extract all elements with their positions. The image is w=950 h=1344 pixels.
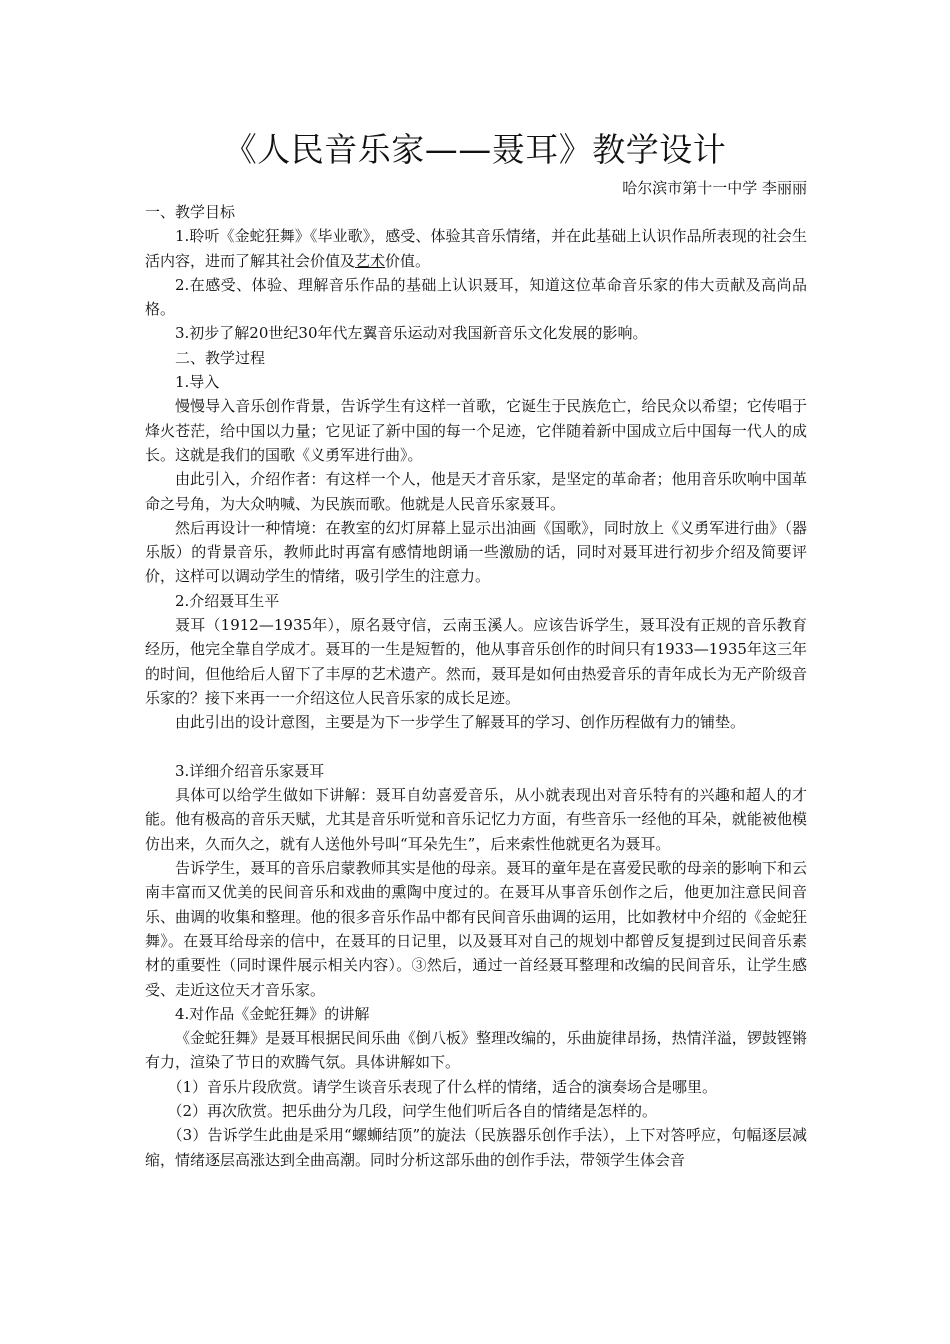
step-2-heading: 2.介绍聂耳生平 xyxy=(175,591,280,610)
document-title: 《人民音乐家——聂耳》教学设计 xyxy=(223,130,727,169)
step-3-paragraph-1: 具体可以给学生做如下讲解：聂耳自幼喜爱音乐，从小就表现出对音乐特有的兴趣和超人的才能。他有极高的音乐天赋，尤其是音乐听觉和音乐记忆力方面，有些音乐一经他的耳朵，就能被他模仿出来，久而久之，就有人送他外号叫“耳朵先生”，后来索性他就更名为聂耳。 xyxy=(145,786,807,853)
goal-3: 3.初步了解20世纪30年代左翼音乐运动对我国新音乐文化发展的影响。 xyxy=(175,324,648,343)
step-2-paragraph-2: 由此引出的设计意图，主要是为下一步学生了解聂耳的学习、创作历程做有力的铺垫。 xyxy=(175,713,746,732)
author-line: 哈尔滨市第十一中学 李丽丽 xyxy=(622,179,807,197)
goal-1-tail: 价值。 xyxy=(385,251,431,270)
document-body xyxy=(145,200,807,1172)
section-heading-goals: 一、教学目标 xyxy=(145,203,236,221)
section-heading-process: 二、教学过程 xyxy=(175,348,266,367)
step-3-heading: 3.详细介绍音乐家聂耳 xyxy=(175,761,325,780)
goal-1 xyxy=(145,224,807,273)
step-4-item-3: （3）告诉学生此曲是采用“螺蛳结顶”的旋法（民族器乐创作手法），上下对答呼应，句幅逐层减缩，情绪逐层高涨达到全曲高潮。同时分析这部乐曲的创作手法，带领学生体会音 xyxy=(145,1126,807,1169)
step-2-paragraph-1: 聂耳（1912—1935年），原名聂守信，云南玉溪人。应该告诉学生，聂耳没有正规的音乐教育经历，他完全靠自学成才。聂耳的一生是短暂的，他从事音乐创作的时间只有1933—1935年这三年的时间，但他给后人留下了丰厚的艺术遗产。然而，聂耳是如何由热爱音乐的青年成长为无产阶级音乐家的？接下来再一一介绍这位人民音乐家的成长足迹。 xyxy=(145,616,807,707)
step-4-paragraph-1: 《金蛇狂舞》是聂耳根据民间乐曲《倒八板》整理改编的，乐曲旋律昂扬，热情洋溢，锣鼓铿锵有力，渲染了节日的欢腾气氛。具体讲解如下。 xyxy=(145,1029,807,1072)
goal-1-text: 1.聆听《金蛇狂舞》《毕业歌》，感受、体验其音乐情绪，并在此基础上认识作品所表现的社会生活内容，进而了解其社会价值及 xyxy=(145,227,807,270)
art-link[interactable]: 艺术 xyxy=(355,251,386,270)
step-1-paragraph-1: 慢慢导入音乐创作背景，告诉学生有这样一首歌，它诞生于民族危亡，给民众以希望；它传唱于烽火苍茫，给中国以力量；它见证了新中国的每一个足迹，它伴随着新中国成立后中国每一代人的成长。这就是我们的国歌《义勇军进行曲》。 xyxy=(145,397,807,464)
step-1-heading: 1.导入 xyxy=(175,373,220,392)
step-4-item-2: （2）再次欣赏。把乐曲分为几段，问学生他们听后各自的情绪是怎样的。 xyxy=(167,1101,658,1120)
step-1-paragraph-2: 由此引入，介绍作者：有这样一个人，他是天才音乐家，是坚定的革命者；他用音乐吹响中国革命之号角，为大众呐喊、为民族而歌。他就是人民音乐家聂耳。 xyxy=(145,470,807,513)
step-1-paragraph-3: 然后再设计一种情境：在教室的幻灯屏幕上显示出油画《国歌》，同时放上《义勇军进行曲》（器乐版）的背景音乐，教师此时再富有感情地朗诵一些激励的话，同时对聂耳进行初步介绍及简要评价，这样可以调动学生的情绪，吸引学生的注意力。 xyxy=(145,518,807,586)
step-4-heading: 4.对作品《金蛇狂舞》的讲解 xyxy=(175,1004,370,1023)
step-4-item-1: （1）音乐片段欣赏。请学生谈音乐表现了什么样的情绪，适合的演奏场合是哪里。 xyxy=(167,1077,718,1096)
step-3-paragraph-2: 告诉学生，聂耳的音乐启蒙教师其实是他的母亲。聂耳的童年是在喜爱民歌的母亲的影响下和云南丰富而又优美的民间音乐和戏曲的熏陶中度过的。在聂耳从事音乐创作之后，他更加注意民间音乐、曲调的收集和整理。他的很多音乐作品中都有民间音乐曲调的运用，比如教材中介绍的《金蛇狂舞》。在聂耳给母亲的信中，在聂耳的日记里，以及聂耳对自己的规划中都曾反复提到过民间音乐素材的重要性（同时课件展示相关内容）。③然后，通过一首经聂耳整理和改编的民间音乐，让学生感受、走近这位天才音乐家。 xyxy=(145,859,807,999)
blank-line xyxy=(145,735,807,759)
goal-2: 2.在感受、体验、理解音乐作品的基础上认识聂耳，知道这位革命音乐家的伟大贡献及高尚品格。 xyxy=(145,275,807,319)
